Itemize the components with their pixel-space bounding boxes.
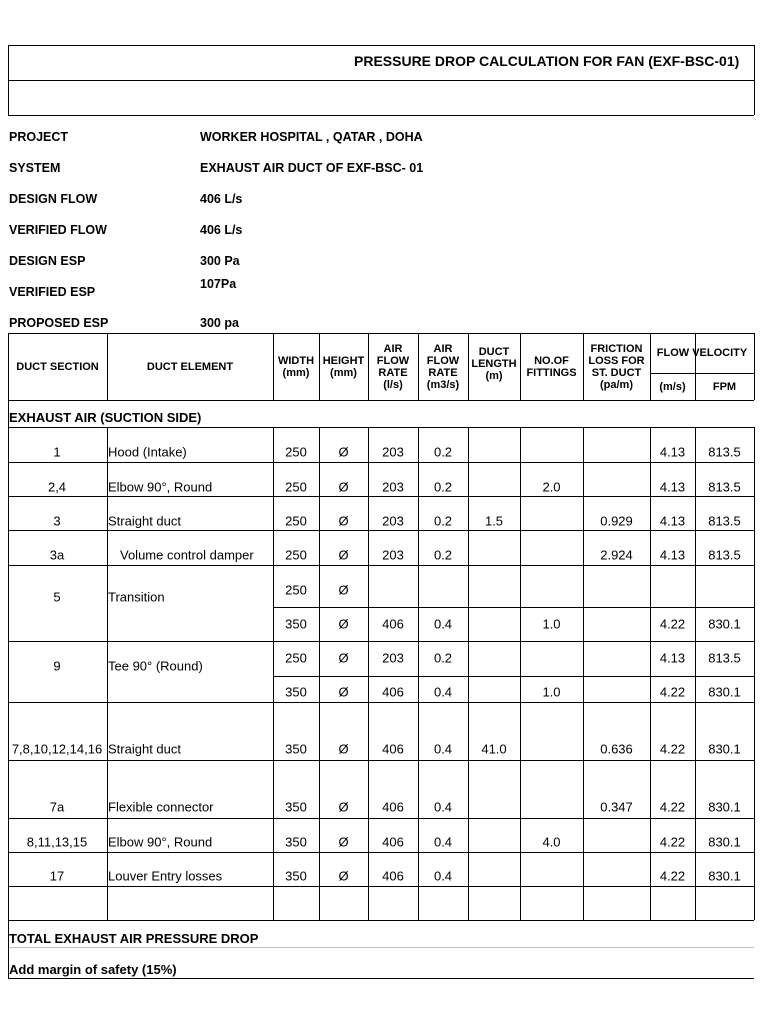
rule: [8, 427, 754, 428]
rule: [8, 760, 754, 761]
value-cell-ls: 406: [382, 684, 404, 700]
header-airflow-m3s: AIR FLOW RATE (m3/s): [426, 342, 460, 391]
header-duct-length: DUCT LENGTH (m): [471, 346, 517, 382]
duct-section-cell: 3a: [49, 547, 65, 563]
rule: [520, 427, 521, 920]
value-cell-ms: 4.13: [659, 547, 686, 563]
value-cell-width: 350: [285, 799, 307, 815]
value-cell-m3s: 0.2: [433, 513, 453, 529]
value-cell-fpm: 830.1: [708, 616, 741, 632]
rule: [273, 607, 754, 608]
value-cell-ms: 4.13: [659, 444, 686, 460]
rule: [8, 818, 754, 819]
value-cell-friction: 2.924: [600, 547, 633, 563]
safety-margin-label: Add margin of safety (15%): [9, 962, 177, 977]
total-pressure-drop-label: TOTAL EXHAUST AIR PRESSURE DROP: [9, 931, 259, 946]
value-cell-width: 250: [285, 547, 307, 563]
info-label-system: SYSTEM: [9, 161, 61, 175]
duct-section-cell: 9: [53, 658, 61, 674]
rule: [273, 676, 754, 677]
header-height: HEIGHT (mm): [322, 354, 365, 379]
section-label: EXHAUST AIR (SUCTION SIDE): [9, 410, 202, 425]
rule: [8, 530, 754, 531]
header-width: WIDTH (mm): [277, 354, 315, 379]
header-duct-section: DUCT SECTION: [16, 360, 99, 373]
duct-section-cell: 1: [53, 444, 61, 460]
duct-element-cell: Volume control damper: [120, 547, 254, 563]
rule: [695, 427, 696, 920]
rule: [8, 45, 754, 46]
value-cell-ls: 203: [382, 479, 404, 495]
header-airflow-ls: AIR FLOW RATE (l/s): [376, 342, 410, 391]
rule: [8, 947, 754, 948]
rule: [8, 641, 754, 642]
value-cell-fpm: 813.5: [708, 650, 741, 666]
value-cell-fpm: 813.5: [708, 547, 741, 563]
info-value-design-esp: 300 Pa: [200, 254, 240, 268]
info-value-system: EXHAUST AIR DUCT OF EXF-BSC- 01: [200, 161, 424, 175]
rule: [8, 920, 754, 921]
value-cell-height: Ø: [338, 582, 349, 598]
value-cell-friction: 0.347: [600, 799, 633, 815]
value-cell-ls: 406: [382, 868, 404, 884]
duct-element-cell: Elbow 90°, Round: [108, 479, 213, 495]
info-value-project: WORKER HOSPITAL , QATAR , DOHA: [200, 130, 423, 144]
value-cell-length: 41.0: [481, 741, 507, 757]
rule: [754, 45, 755, 115]
value-cell-height: Ø: [338, 834, 349, 850]
value-cell-fpm: 830.1: [708, 684, 741, 700]
duct-element-cell: Tee 90° (Round): [108, 658, 203, 674]
value-cell-height: Ø: [338, 799, 349, 815]
value-cell-width: 350: [285, 868, 307, 884]
rule: [273, 427, 274, 920]
value-cell-m3s: 0.4: [433, 684, 453, 700]
rule: [8, 496, 754, 497]
value-cell-height: Ø: [338, 479, 349, 495]
value-cell-width: 250: [285, 513, 307, 529]
duct-section-cell: 2,4: [47, 479, 67, 495]
value-cell-fittings: 2.0: [542, 479, 561, 495]
info-label-proposed-esp: PROPOSED ESP: [9, 316, 109, 330]
value-cell-fpm: 813.5: [708, 444, 741, 460]
value-cell-m3s: 0.4: [433, 799, 453, 815]
value-cell-height: Ø: [338, 547, 349, 563]
value-cell-fpm: 813.5: [708, 479, 741, 495]
value-cell-height: Ø: [338, 444, 349, 460]
value-cell-ls: 406: [382, 834, 404, 850]
value-cell-m3s: 0.2: [433, 479, 453, 495]
value-cell-ms: 4.22: [659, 834, 686, 850]
info-value-design-flow: 406 L/s: [200, 192, 243, 206]
value-cell-height: Ø: [338, 650, 349, 666]
value-cell-ms: 4.22: [659, 616, 686, 632]
value-cell-ms: 4.13: [659, 513, 686, 529]
duct-element-cell: Hood (Intake): [108, 444, 187, 460]
info-label-verified-esp: VERIFIED ESP: [9, 285, 96, 299]
value-cell-ms: 4.22: [659, 684, 686, 700]
header-velocity-ms: (m/s): [659, 380, 686, 393]
value-cell-width: 250: [285, 650, 307, 666]
rule: [8, 852, 754, 853]
value-cell-height: Ø: [338, 513, 349, 529]
info-value-verified-flow: 406 L/s: [200, 223, 243, 237]
info-value-proposed-esp: 300 pa: [200, 316, 239, 330]
value-cell-fittings: 1.0: [542, 616, 561, 632]
rule: [8, 702, 754, 703]
value-cell-fpm: 813.5: [708, 513, 741, 529]
rule: [368, 427, 369, 920]
value-cell-ms: 4.22: [659, 799, 686, 815]
value-cell-m3s: 0.4: [433, 868, 453, 884]
duct-section-cell: 7a: [49, 799, 65, 815]
rule: [8, 886, 754, 887]
value-cell-ls: 203: [382, 547, 404, 563]
rule: [8, 333, 9, 978]
rule: [319, 427, 320, 920]
value-cell-ms: 4.22: [659, 741, 686, 757]
duct-section-cell: 5: [53, 589, 61, 605]
header-duct-element: DUCT ELEMENT: [146, 360, 234, 373]
value-cell-friction: 0.929: [600, 513, 633, 529]
rule: [8, 565, 754, 566]
value-cell-width: 350: [285, 741, 307, 757]
value-cell-ls: 203: [382, 650, 404, 666]
value-cell-friction: 0.636: [600, 741, 633, 757]
value-cell-width: 250: [285, 479, 307, 495]
duct-element-cell: Flexible connector: [108, 799, 214, 815]
rule: [8, 400, 754, 401]
rule: [8, 80, 754, 81]
value-cell-height: Ø: [338, 868, 349, 884]
value-cell-width: 350: [285, 616, 307, 632]
header-flow-velocity: FLOW VELOCITY: [656, 347, 748, 359]
value-cell-ls: 406: [382, 616, 404, 632]
value-cell-ls: 203: [382, 444, 404, 460]
duct-element-cell: Straight duct: [108, 513, 181, 529]
info-label-project: PROJECT: [9, 130, 69, 144]
value-cell-m3s: 0.4: [433, 741, 453, 757]
value-cell-fpm: 830.1: [708, 834, 741, 850]
duct-element-cell: Louver Entry losses: [108, 868, 223, 884]
info-value-verified-esp: 107Pa: [200, 277, 237, 291]
value-cell-height: Ø: [338, 616, 349, 632]
rule: [8, 978, 754, 979]
rule: [583, 427, 584, 920]
value-cell-ls: 203: [382, 513, 404, 529]
header-fittings: NO.OF FITTINGS: [526, 354, 577, 379]
rule: [468, 427, 469, 920]
rule: [418, 427, 419, 920]
duct-element-cell: Elbow 90°, Round: [108, 834, 213, 850]
value-cell-fpm: 830.1: [708, 799, 741, 815]
rule: [8, 115, 754, 116]
value-cell-width: 350: [285, 834, 307, 850]
header-velocity-fpm: FPM: [712, 380, 737, 393]
value-cell-width: 250: [285, 444, 307, 460]
value-cell-width: 250: [285, 582, 307, 598]
header-friction: FRICTION LOSS FOR ST. DUCT (pa/m): [588, 342, 645, 391]
value-cell-fittings: 4.0: [542, 834, 561, 850]
rule: [8, 45, 9, 115]
value-cell-ls: 406: [382, 741, 404, 757]
rule: [8, 462, 754, 463]
value-cell-width: 350: [285, 684, 307, 700]
value-cell-fittings: 1.0: [542, 684, 561, 700]
duct-element-cell: Transition: [108, 589, 165, 605]
duct-section-cell: 3: [53, 513, 61, 529]
duct-section-cell: 8,11,13,15: [26, 834, 88, 850]
rule: [650, 427, 651, 920]
value-cell-height: Ø: [338, 684, 349, 700]
value-cell-m3s: 0.4: [433, 834, 453, 850]
duct-element-cell: Straight duct: [108, 741, 181, 757]
duct-section-cell: 7,8,10,12,14,16: [11, 741, 103, 757]
value-cell-m3s: 0.2: [433, 650, 453, 666]
value-cell-ms: 4.22: [659, 868, 686, 884]
value-cell-m3s: 0.2: [433, 444, 453, 460]
value-cell-m3s: 0.4: [433, 616, 453, 632]
value-cell-height: Ø: [338, 741, 349, 757]
rule: [754, 333, 755, 400]
value-cell-ms: 4.13: [659, 650, 686, 666]
rule: [754, 427, 755, 920]
value-cell-ls: 406: [382, 799, 404, 815]
value-cell-ms: 4.13: [659, 479, 686, 495]
value-cell-length: 1.5: [484, 513, 504, 529]
info-label-design-esp: DESIGN ESP: [9, 254, 86, 268]
page-title: PRESSURE DROP CALCULATION FOR FAN (EXF-BSC-01): [354, 53, 740, 69]
info-label-verified-flow: VERIFIED FLOW: [9, 223, 107, 237]
duct-section-cell: 17: [49, 868, 65, 884]
value-cell-fpm: 830.1: [708, 741, 741, 757]
info-label-design-flow: DESIGN FLOW: [9, 192, 98, 206]
value-cell-fpm: 830.1: [708, 868, 741, 884]
value-cell-m3s: 0.2: [433, 547, 453, 563]
